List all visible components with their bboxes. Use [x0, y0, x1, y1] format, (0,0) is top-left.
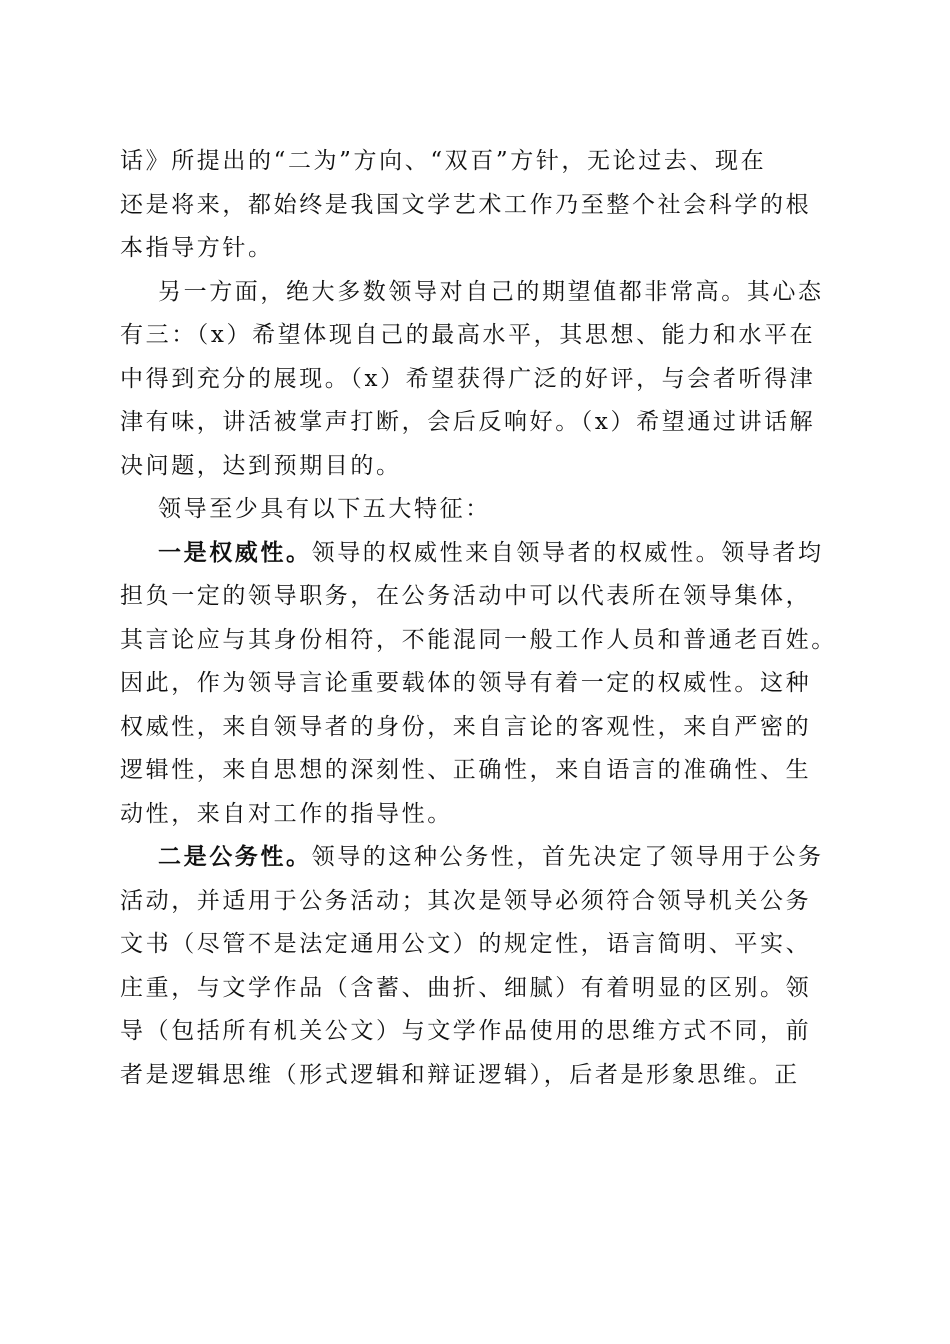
text-line — [120, 836, 832, 880]
text-line: 有三：（x）希望体现自己的最高水平，其思想、能力和水平在 — [120, 322, 816, 348]
paragraph-authority — [120, 532, 837, 837]
text-line: 文书（尽管不是法定通用公文）的规定性，语言简明、平实、 — [120, 931, 812, 957]
text-line: 另一方面，绝大多数领导对自己的期望值都非常高。其心态 — [158, 278, 824, 305]
text-line: 活动，并适用于公务活动；其次是领导必须符合领导机关公务 — [120, 887, 812, 914]
paragraph-3 — [120, 488, 832, 532]
text-line: 津有味，讲活被掌声打断，会后反响好。（x）希望通过讲话解 — [120, 409, 816, 435]
section-lead: 一是权威性。 — [158, 539, 312, 566]
text-line: 中得到充分的展现。（x）希望获得广泛的好评，与会者听得津 — [120, 365, 816, 392]
text-line: 领导至少具有以下五大特征： — [158, 496, 491, 522]
document-body — [120, 140, 837, 1097]
text-line: 动性，来自对工作的指导性。 — [120, 800, 453, 827]
text-line: 逻辑性，来自思想的深刻性、正确性，来自语言的准确性、生 — [120, 757, 812, 783]
section-lead: 二是公务性。 — [158, 844, 312, 870]
text-line: 权威性，来自领导者的身份，来自言论的客观性，来自严密的 — [120, 713, 812, 740]
text-line: 者是逻辑思维（形式逻辑和辩证逻辑），后者是形象思维。正 — [120, 1061, 800, 1088]
text-line: 因此，作为领导言论重要载体的领导有着一定的权威性。这种 — [120, 670, 812, 696]
paragraph-2 — [120, 271, 832, 489]
text-line: 本指导方针。 — [120, 235, 274, 261]
paragraph-official — [120, 836, 832, 1097]
text-line: 庄重，与文学作品（含蓄、曲折、细腻）有着明显的区别。领 — [120, 974, 812, 1001]
text-line: 担负一定的领导职务，在公务活动中可以代表所在领导集体， — [120, 583, 812, 609]
text-line: 其言论应与其身份相符，不能混同一般工作人员和普通老百姓。 — [120, 626, 837, 653]
text-line: 导（包括所有机关公文）与文学作品使用的思维方式不同，前 — [120, 1018, 812, 1044]
text-line: 话》所提出的“二为”方向、“双百”方针，无论过去、现在 — [120, 148, 767, 174]
paragraph-1 — [120, 140, 832, 271]
section-first-line-rest: 领导的这种公务性，首先决定了领导用于公务 — [311, 844, 824, 870]
text-line — [120, 532, 832, 576]
text-line: 决问题，达到预期目的。 — [120, 452, 402, 479]
text-line: 还是将来，都始终是我国文学艺术工作乃至整个社会科学的根 — [120, 191, 812, 218]
section-first-line-rest: 领导的权威性来自领导者的权威性。领导者均 — [311, 539, 824, 566]
